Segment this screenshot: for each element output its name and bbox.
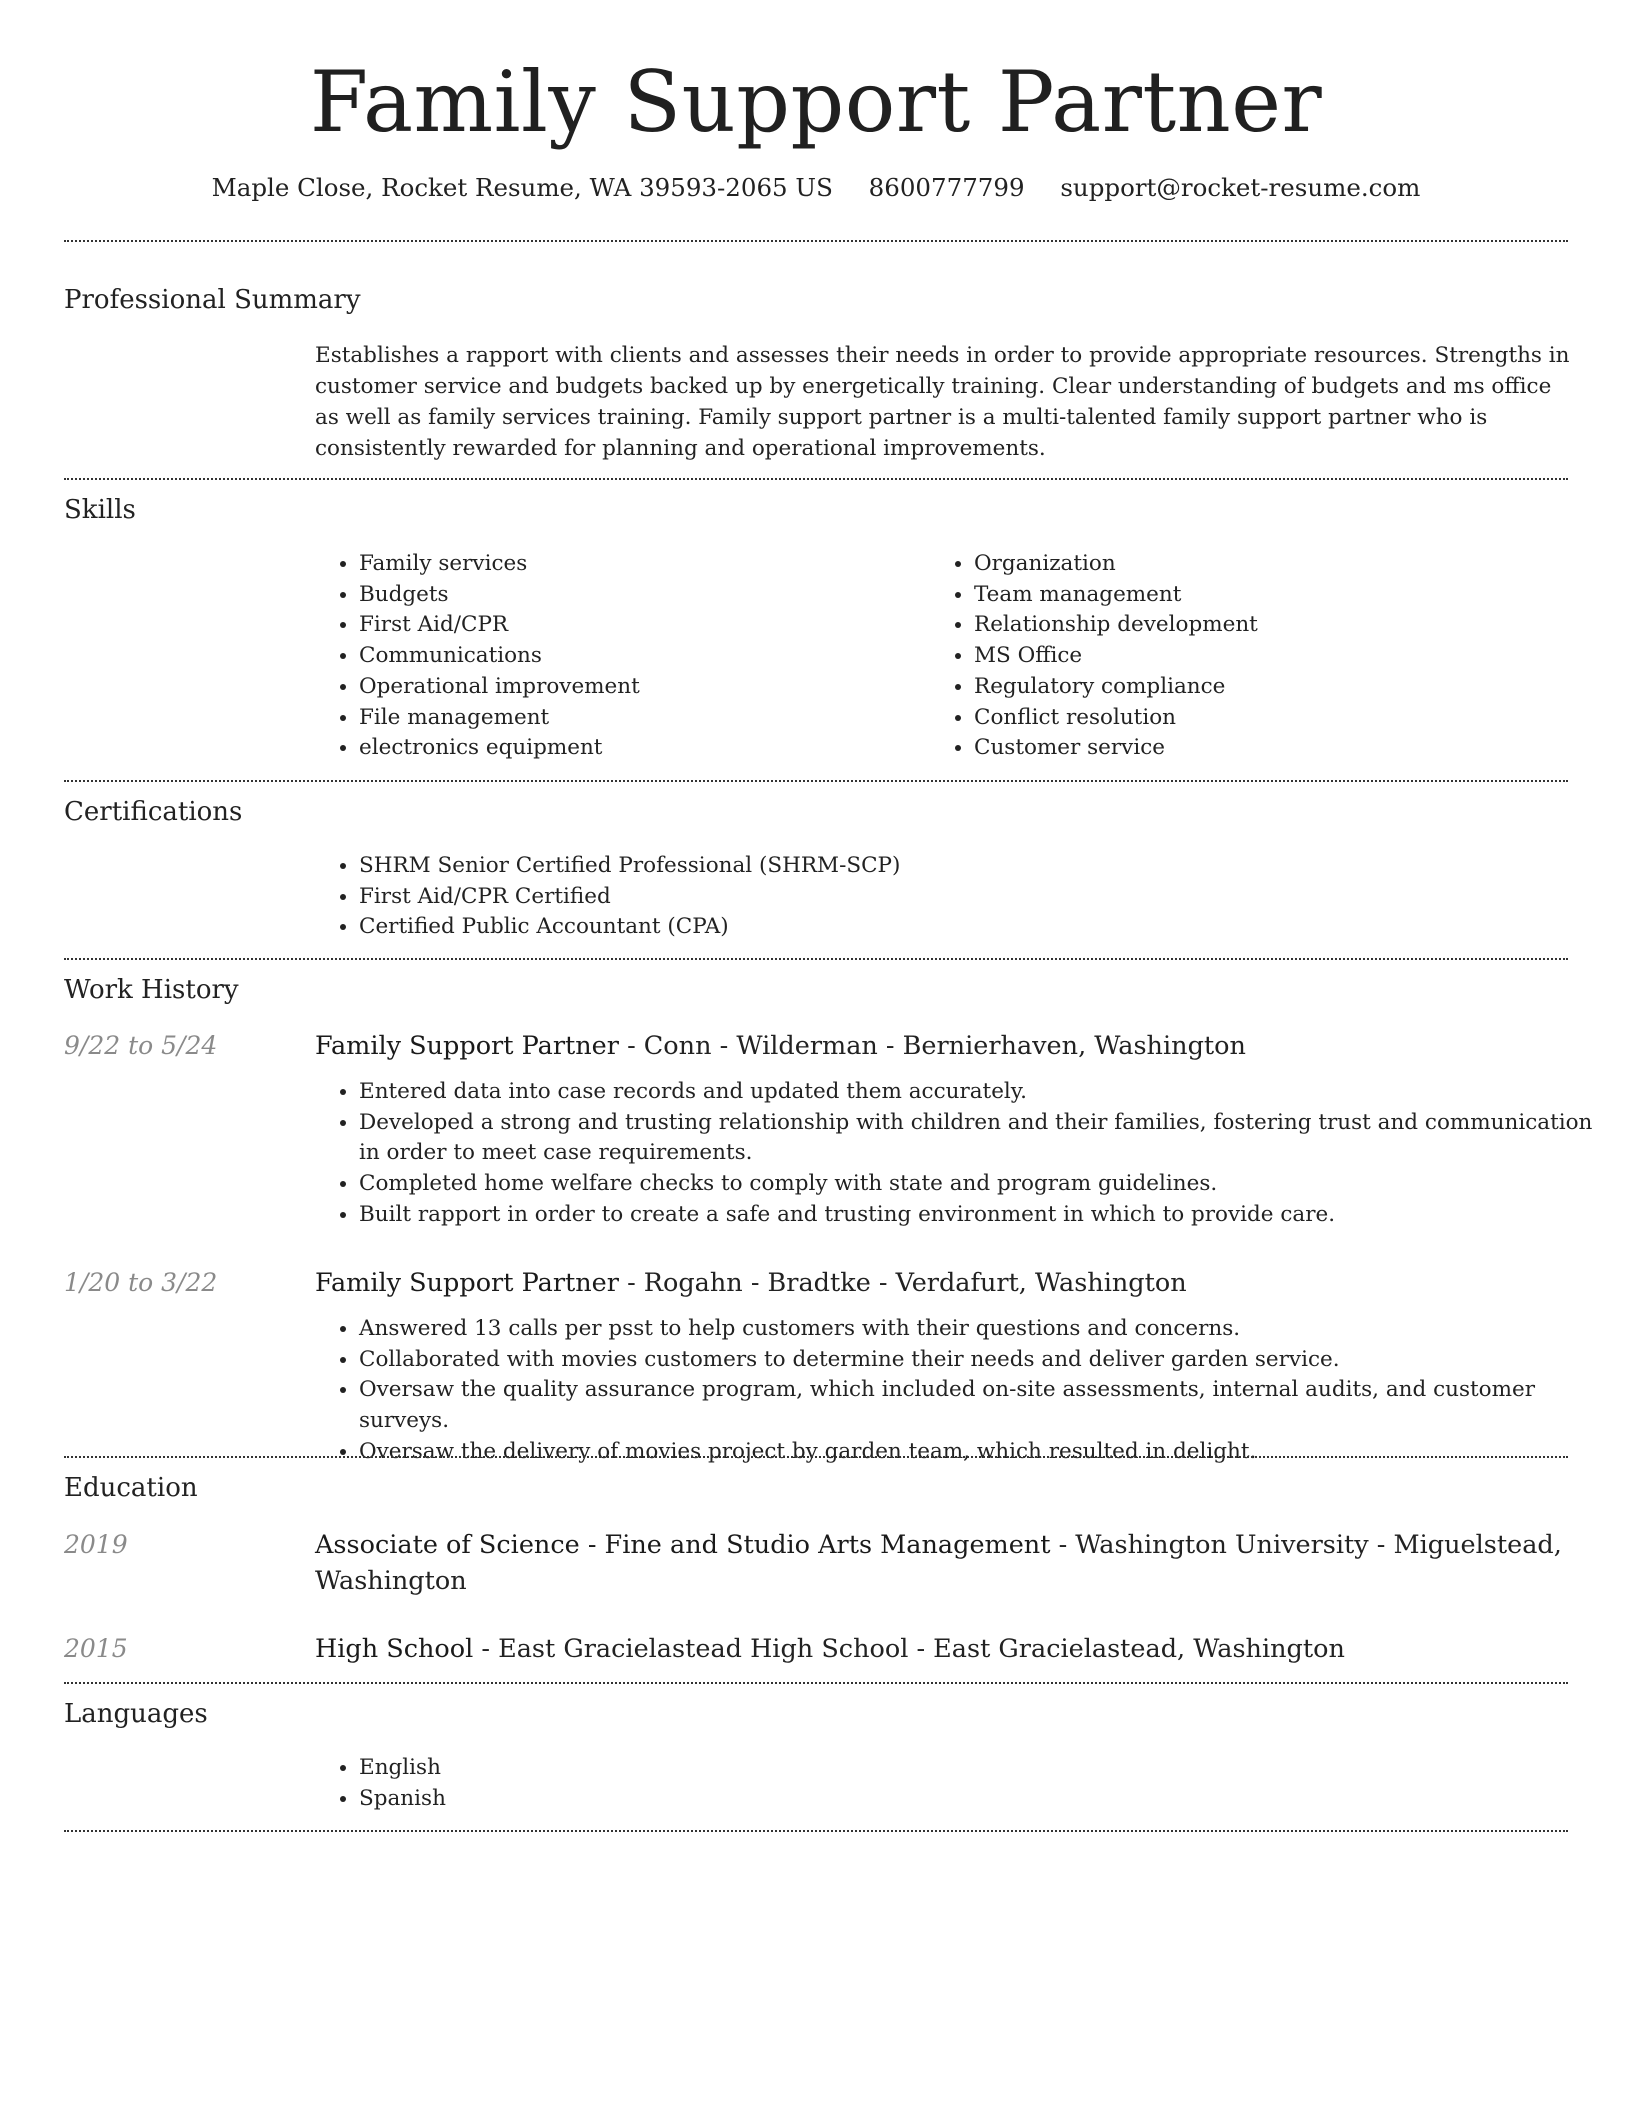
skill-item: • Family services — [359, 549, 919, 580]
job-bullet: • Oversaw the delivery of movies project by garden team, which resulted in delight. — [359, 1437, 1619, 1468]
certification-item: • SHRM Senior Certified Professional (SHRM-SCP) — [359, 851, 1559, 882]
job-title — [315, 1265, 1570, 1301]
job-bullet: • Collaborated with movies customers to determine their needs and deliver garden service. — [359, 1345, 1619, 1376]
section-title-certifications: Certifications — [64, 797, 243, 827]
job-bullet: • Oversaw the quality assurance program, which included on-site assessments, internal audits, and customer surveys. — [359, 1375, 1619, 1436]
skill-item: • Budgets — [359, 580, 919, 611]
divider — [64, 478, 1568, 480]
skills-list-right — [930, 549, 1594, 764]
skills-list-left — [315, 549, 919, 764]
education-details: - East Gracielastead High School - East Gracielastead, Washington — [473, 1634, 1345, 1664]
divider — [64, 1830, 1568, 1832]
divider — [64, 780, 1568, 782]
job-dates: 9/22 to 5/24 — [64, 1031, 218, 1060]
skill-item: • Team management — [974, 580, 1594, 611]
job-dates: 1/20 to 3/22 — [64, 1268, 218, 1297]
contact-phone: 8600777799 — [868, 173, 1025, 202]
job-bullet: • Built rapport in order to create a safe and trusting environment in which to provide care. — [359, 1200, 1619, 1231]
job-bullet: • Answered 13 calls per psst to help customers with their questions and concerns. — [359, 1314, 1619, 1345]
language-item: • English — [359, 1753, 959, 1784]
skill-item: • Operational improvement — [359, 672, 919, 703]
job-title — [315, 1028, 1570, 1064]
section-title-skills: Skills — [64, 495, 136, 525]
certification-item: • Certified Public Accountant (CPA) — [359, 912, 1559, 943]
contact-email: support@rocket-resume.com — [1060, 173, 1421, 202]
job-details: - Rogahn - Bradtke - Verdafurt, Washington — [618, 1268, 1187, 1298]
skill-item: • Communications — [359, 641, 919, 672]
education-details: - Washington University - Miguelstead, Washington — [315, 1530, 1562, 1596]
job-bullets — [315, 1077, 1619, 1231]
job-details: - Conn - Wilderman - Bernierhaven, Washington — [618, 1031, 1246, 1061]
education-degree: High School — [315, 1634, 474, 1664]
section-title-summary: Professional Summary — [64, 285, 361, 315]
skill-item: • First Aid/CPR — [359, 610, 919, 641]
language-item: • Spanish — [359, 1784, 959, 1815]
job-bullet: • Developed a strong and trusting relationship with children and their families, fostering trust and communication in order to meet case requirements. — [359, 1108, 1619, 1169]
job-bullets — [315, 1314, 1619, 1468]
certifications-list — [315, 851, 1559, 943]
skill-item: • Organization — [974, 549, 1594, 580]
section-title-languages: Languages — [64, 1699, 208, 1729]
summary-text: Establishes a rapport with clients and assesses their needs in order to provide appropriate resources. Strengths in customer service and budgets backed up by energetically training. Clear understanding of budgets and ms office as well as family services training. Family support partner is a multi-talented family support partner who is consistently rewarded for planning and operational improvements. — [315, 343, 1570, 461]
section-title-work-history: Work History — [64, 975, 239, 1005]
skill-item: • electronics equipment — [359, 733, 919, 764]
skill-item: • MS Office — [974, 641, 1594, 672]
divider — [64, 1682, 1568, 1684]
resume-name: Family Support Partner — [309, 53, 1323, 151]
contact-line — [0, 170, 1632, 206]
education-year: 2015 — [64, 1634, 128, 1663]
skill-item: • Relationship development — [974, 610, 1594, 641]
divider — [64, 240, 1568, 242]
section-title-education: Education — [64, 1473, 198, 1503]
education-entry — [315, 1631, 1570, 1667]
languages-list — [315, 1753, 959, 1814]
education-entry — [315, 1527, 1570, 1599]
education-degree: Associate of Science - Fine and Studio Arts Management — [315, 1530, 1051, 1560]
certification-item: • First Aid/CPR Certified — [359, 882, 1559, 913]
divider — [64, 958, 1568, 960]
skill-item: • Customer service — [974, 733, 1594, 764]
job-role: Family Support Partner — [315, 1268, 619, 1298]
skill-item: • Regulatory compliance — [974, 672, 1594, 703]
job-bullet: • Completed home welfare checks to comply with state and program guidelines. — [359, 1169, 1619, 1200]
education-year: 2019 — [64, 1530, 128, 1559]
job-role: Family Support Partner — [315, 1031, 619, 1061]
skill-item: • File management — [359, 703, 919, 734]
contact-address: Maple Close, Rocket Resume, WA 39593-2065 US — [211, 173, 833, 202]
job-bullet: • Entered data into case records and updated them accurately. — [359, 1077, 1619, 1108]
divider — [64, 1456, 1568, 1458]
skill-item: • Conflict resolution — [974, 703, 1594, 734]
